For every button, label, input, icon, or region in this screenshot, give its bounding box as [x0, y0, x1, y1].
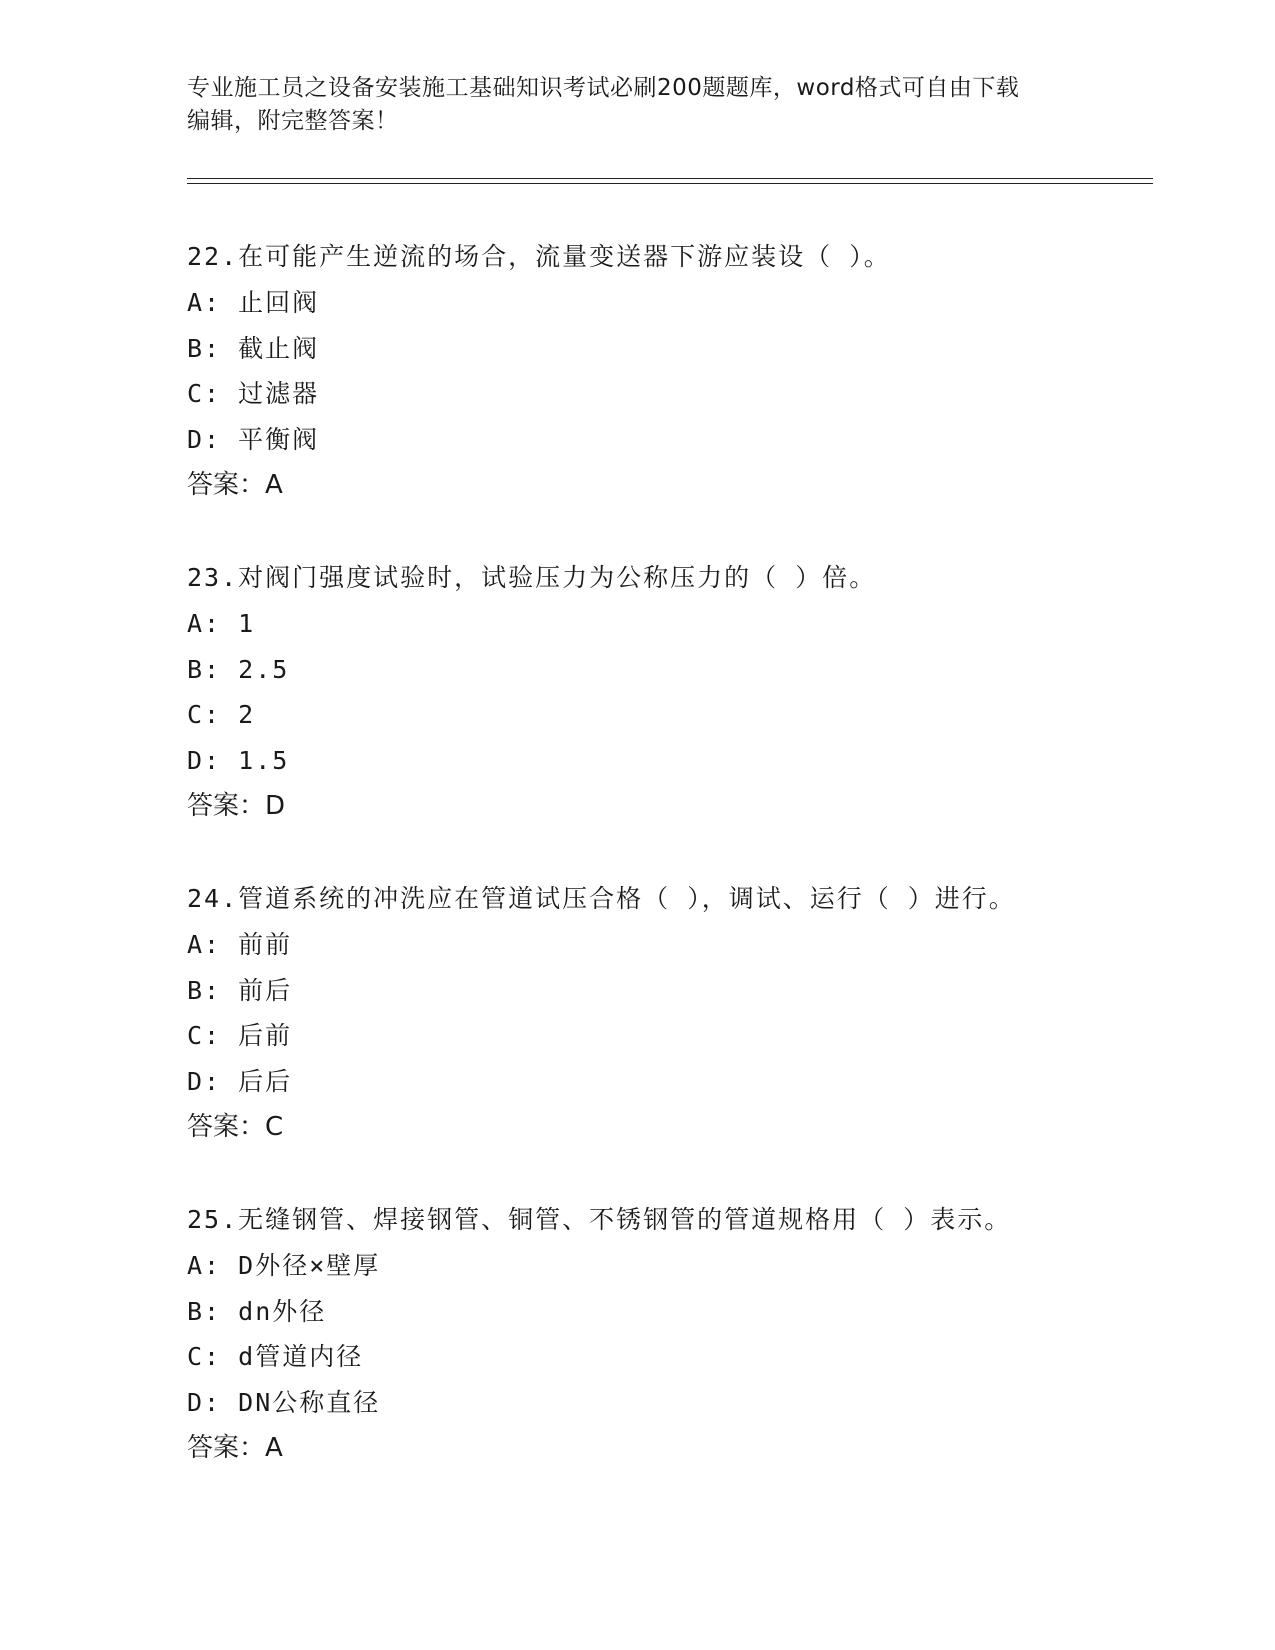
question-stem: 23.对阀门强度试验时，试验压力为公称压力的（ ）倍。: [187, 563, 877, 592]
option-c: C: 过滤器: [187, 379, 320, 408]
question-22: [187, 240, 1147, 502]
answer-label: 答案：C: [187, 1112, 284, 1142]
option-b: B: 2.5: [187, 654, 290, 684]
option-c: C: 后前: [187, 1021, 293, 1050]
question-23: [187, 561, 1147, 823]
document-header: [187, 72, 1087, 138]
option-c: C: 2: [187, 700, 256, 729]
question-25: [187, 1203, 1147, 1465]
header-title-line-1: 专业施工员之设备安装施工基础知识考试必刷200题题库，word格式可自由下载: [187, 75, 1020, 101]
option-c: C: d管道内径: [187, 1342, 364, 1371]
question-stem: 24.管道系统的冲洗应在管道试压合格（ ），调试、运行（ ）进行。: [187, 884, 1016, 913]
option-b: B: 截止阀: [187, 333, 320, 363]
answer-label: 答案：D: [187, 791, 286, 821]
answer-label: 答案：A: [187, 1433, 283, 1463]
option-a: A: 前前: [187, 930, 293, 959]
option-b: B: 前后: [187, 975, 293, 1005]
option-a: A: 1: [187, 609, 256, 638]
header-title-line-2: 编辑，附完整答案！: [187, 108, 399, 134]
option-d: D: 1.5: [187, 745, 290, 775]
question-stem: 25.无缝钢管、焊接钢管、铜管、不锈钢管的管道规格用（ ）表示。: [187, 1205, 1012, 1234]
option-b: B: dn外径: [187, 1296, 327, 1326]
answer-label: 答案：A: [187, 470, 283, 500]
option-d: D: 平衡阀: [187, 424, 320, 454]
question-24: [187, 882, 1147, 1144]
option-a: A: 止回阀: [187, 288, 320, 317]
option-d: D: 后后: [187, 1066, 293, 1096]
question-stem: 22.在可能产生逆流的场合，流量变送器下游应装设（ ）。: [187, 242, 891, 271]
option-d: D: DN公称直径: [187, 1387, 381, 1417]
header-divider-top: [187, 178, 1153, 179]
option-a: A: D外径×壁厚: [187, 1251, 381, 1280]
header-divider-bottom: [187, 183, 1153, 184]
